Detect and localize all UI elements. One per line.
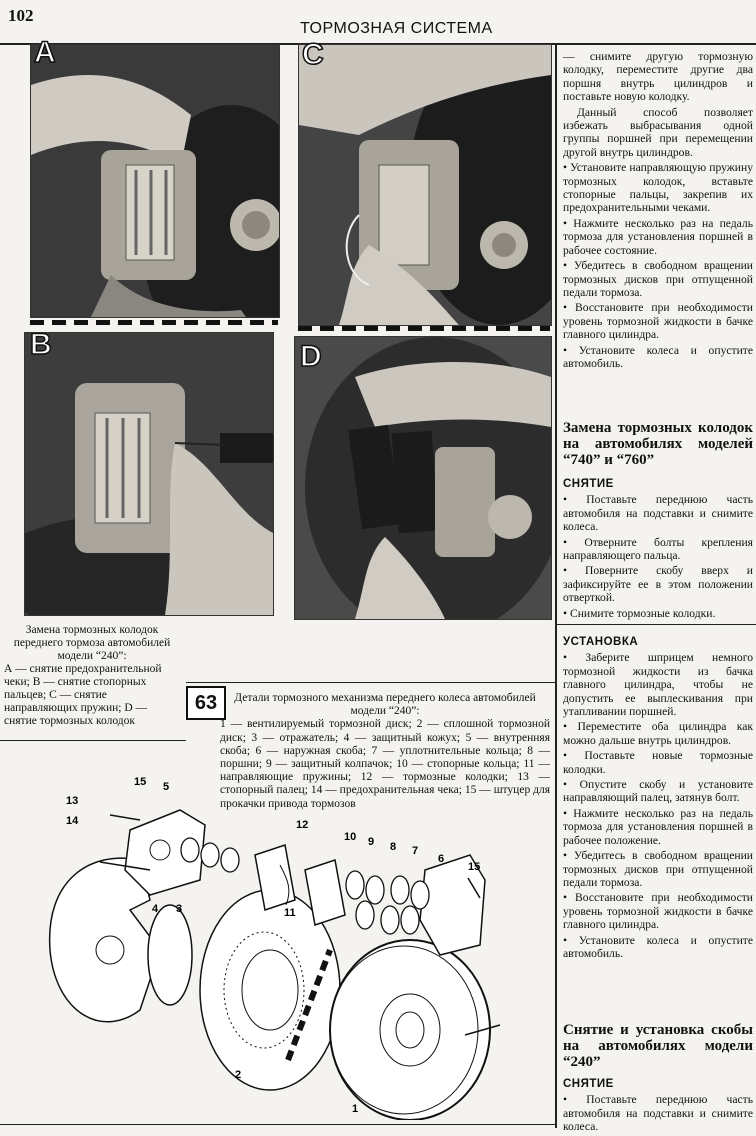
section-740-760 — [563, 420, 753, 622]
photo-b — [24, 332, 274, 616]
callout-14: 14 — [66, 815, 79, 827]
callout-3: 3 — [176, 903, 183, 915]
removal-bullet-4: • Снимите тормозные колодки. — [563, 606, 716, 620]
install-bullet-1: • Заберите шприцем немного тормозной жидкости из бачка главного цилиндра, чтобы не допустить ее выплескивания при утапливании поршней. — [563, 651, 753, 719]
callout-10: 10 — [344, 831, 357, 843]
callout-6: 6 — [438, 853, 445, 865]
intro-bullet-2: • Нажмите несколько раз на педаль тормоза для установления поршней в рабочее состояние. — [563, 216, 753, 257]
callout-4: 4 — [152, 903, 159, 915]
photo-label-c: C — [302, 38, 324, 71]
callout-9: 9 — [368, 836, 375, 848]
callout-13: 13 — [66, 795, 79, 807]
removal-bullet-3: • Поверните скобу вверх и зафиксируйте ее в этом положении отверткой. — [563, 564, 753, 605]
vented-disc — [330, 940, 490, 1120]
caption-rule-top — [186, 682, 556, 683]
photo-d — [294, 336, 552, 620]
section-240-heading: Снятие и установка скобы на автомобилях модели “240” — [563, 1022, 753, 1070]
section-240 — [563, 1022, 753, 1136]
photo-a — [30, 44, 280, 318]
install-bullet-5: • Нажмите несколько раз на педаль тормоза для установления поршней в рабочее положение. — [563, 806, 753, 847]
page-number: 102 — [8, 6, 34, 25]
callout-5: 5 — [163, 781, 170, 793]
photo-caption-body: А — снятие предохранительной чеки; В — снятие стопорных пальцев; С — снятие направляющих пружин; D — снятие тормозных колодок — [4, 663, 162, 727]
install-bullet-3: • Поставьте новые тормозные колодки. — [563, 749, 753, 776]
intro-paragraph-2: Данный способ позволяет избежать выбрасывания одной группы поршней при перемещении другой внутрь цилиндров. — [563, 105, 753, 159]
photo-c — [298, 44, 552, 326]
right-column — [563, 50, 753, 372]
install-bullet-4: • Опустите скобу и установите направляющий палец, затянув болт. — [563, 778, 753, 805]
removal-bullet-2: • Отверните болты крепления направляющего пальца. — [563, 535, 753, 563]
removal-bullet-1: • Поставьте переднюю часть автомобиля на подставки и снимите колеса. — [563, 493, 753, 534]
figure-number: 63 — [186, 686, 226, 720]
photo-label-d: D — [300, 340, 322, 373]
section-240-removal-heading: СНЯТИЕ — [563, 1078, 614, 1090]
install-bullet-7: • Восстановите при необходимости уровень тормозной жидкости в бачке главного цилиндра. — [563, 891, 753, 932]
photo-caption — [4, 624, 180, 728]
brake-exploded-diagram — [30, 770, 550, 1120]
running-header-title: ТОРМОЗНАЯ СИСТЕМА — [300, 20, 493, 37]
intro-paragraph-1: — снимите другую тормозную колодку, переместите другие два поршня внутрь цилиндров и поставьте новую колодку. — [563, 50, 753, 104]
callout-15b: 15 — [468, 861, 481, 873]
photo-separator-left — [30, 320, 278, 325]
callout-7: 7 — [412, 845, 419, 857]
install-section — [563, 636, 753, 962]
bottom-rule — [0, 1124, 556, 1125]
section-rule — [557, 624, 756, 625]
callout-11: 11 — [284, 907, 296, 919]
intro-bullet-3: • Убедитесь в свободном вращении тормозных дисков при отпущенной педали тормоза. — [563, 259, 753, 299]
photo-label-b: B — [30, 328, 52, 361]
callout-12: 12 — [296, 819, 309, 831]
callout-15a: 15 — [134, 776, 147, 788]
section-240-bullet-1: • Поставьте переднюю часть автомобиля на подставки и снимите колеса. — [563, 1093, 753, 1134]
callout-2: 2 — [235, 1069, 242, 1081]
install-heading: УСТАНОВКА — [563, 636, 639, 648]
caption-rule-left — [0, 740, 186, 741]
callout-1: 1 — [352, 1103, 359, 1115]
photo-separator-right — [298, 326, 550, 331]
column-divider — [555, 45, 557, 1128]
section-740-760-heading: Замена тормозных колодок на автомобилях моделей “740” и “760” — [563, 420, 753, 468]
photo-caption-title: Замена тормозных колодок переднего тормоза автомобилей модели “240”: — [13, 624, 171, 662]
callout-8: 8 — [390, 841, 397, 853]
figure-legend: 1 — вентилируемый тормозной диск; 2 — сплошной тормозной диск; 3 — отражатель; 4 — защитный кожух; 5 — внутренняя скоба; 6 — наружная скоба; 7 — уплотнительные кольца; 8 — поршни; 9 — защитный колпачок; 10 — стопорные кольца; 11 — направляющие пружины; 12 — тормозные колодки; 13 — стопорный палец; 14 — предохранительная чека; 15 — штуцер для прокачки привода тормозов — [220, 718, 550, 810]
intro-bullet-1: • Установите направляющую пружину тормозных колодок, вставьте стопорные пальцы, закрепив их предохранительными чеками. — [563, 161, 753, 215]
intro-bullet-5: • Установите колеса и опустите автомобиль. — [563, 343, 753, 370]
section-740-760-removal-heading: СНЯТИЕ — [563, 478, 614, 490]
install-bullet-8: • Установите колеса и опустите автомобиль. — [563, 933, 753, 960]
photo-label-a: A — [34, 36, 56, 69]
figure-title: Детали тормозного механизма переднего колеса автомобилей модели “240”: — [234, 692, 536, 718]
install-bullet-6: • Убедитесь в свободном вращении тормозных дисков при отпущенной педали тормоза. — [563, 849, 753, 889]
install-bullet-2: • Переместите оба цилиндра как можно дальше внутрь цилиндров. — [563, 720, 753, 747]
deflector — [148, 905, 192, 1005]
intro-bullet-4: • Восстановите при необходимости уровень тормозной жидкости в бачке главного цилиндра. — [563, 301, 753, 342]
